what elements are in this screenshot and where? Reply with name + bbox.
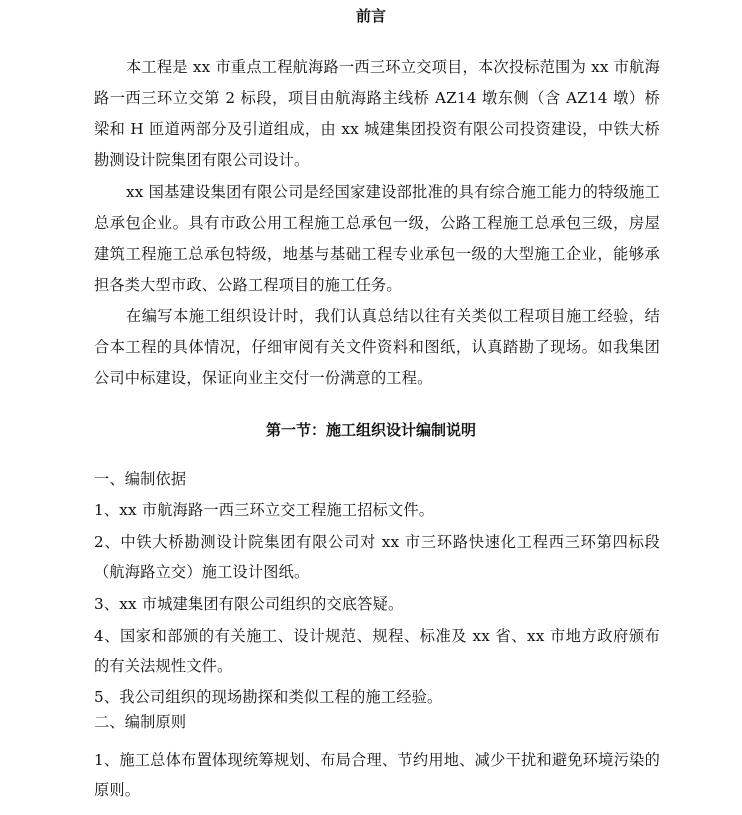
preface-title: 前言 bbox=[355, 7, 386, 25]
preface-paragraph-2: xx 国基建设集团有限公司是经国家建设部批准的具有综合施工能力的特级施工总承包企业。具有市政公用工程施工总承包一级，公路工程施工总承包三级，房屋建筑工程施工总承包特级，地基与基础工程专业承包一级的大型施工企业，能够承担各类大型市政、公路工程项目的施工任务。 bbox=[94, 183, 660, 294]
basis-heading: 一、编制依据 bbox=[94, 470, 187, 488]
principles-heading: 二、编制原则 bbox=[94, 713, 187, 731]
basis-item-2: 2、中铁大桥勘测设计院集团有限公司对 xx 市三环路快速化工程西三环第四标段（航海路立交）施工设计图纸。 bbox=[94, 533, 660, 581]
basis-item-1: 1、xx 市航海路一西三环立交工程施工招标文件。 bbox=[94, 501, 435, 519]
section-title: 第一节：施工组织设计编制说明 bbox=[265, 421, 476, 439]
principles-item-1: 1、施工总体布置体现统筹规划、布局合理、节约用地、减少干扰和避免环境污染的原则。 bbox=[94, 751, 660, 799]
preface-paragraph-3: 在编写本施工组织设计时，我们认真总结以往有关类似工程项目施工经验，结合本工程的具体情况，仔细审阅有关文件资料和图纸，认真踏勘了现场。如我集团公司中标建设，保证向业主交付一份满意的工程。 bbox=[94, 307, 660, 387]
basis-item-4: 4、国家和部颁的有关施工、设计规范、规程、标准及 xx 省、xx 市地方政府颁布的有关法规性文件。 bbox=[94, 627, 660, 675]
basis-item-3: 3、xx 市城建集团有限公司组织的交底答疑。 bbox=[94, 595, 404, 613]
basis-item-5: 5、我公司组织的现场勘探和类似工程的施工经验。 bbox=[94, 688, 443, 706]
preface-paragraph-1: 本工程是 xx 市重点工程航海路一西三环立交项目，本次投标范围为 xx 市航海路一西三环立交第 2 标段，项目由航海路主线桥 AZ14 墩东侧（含 AZ14 墩）桥梁和 H 匝道两部分及引道组成，由 xx 城建集团投资有限公司投资建设，中铁大桥勘测设计院集团有限公司设计。 bbox=[94, 58, 660, 169]
